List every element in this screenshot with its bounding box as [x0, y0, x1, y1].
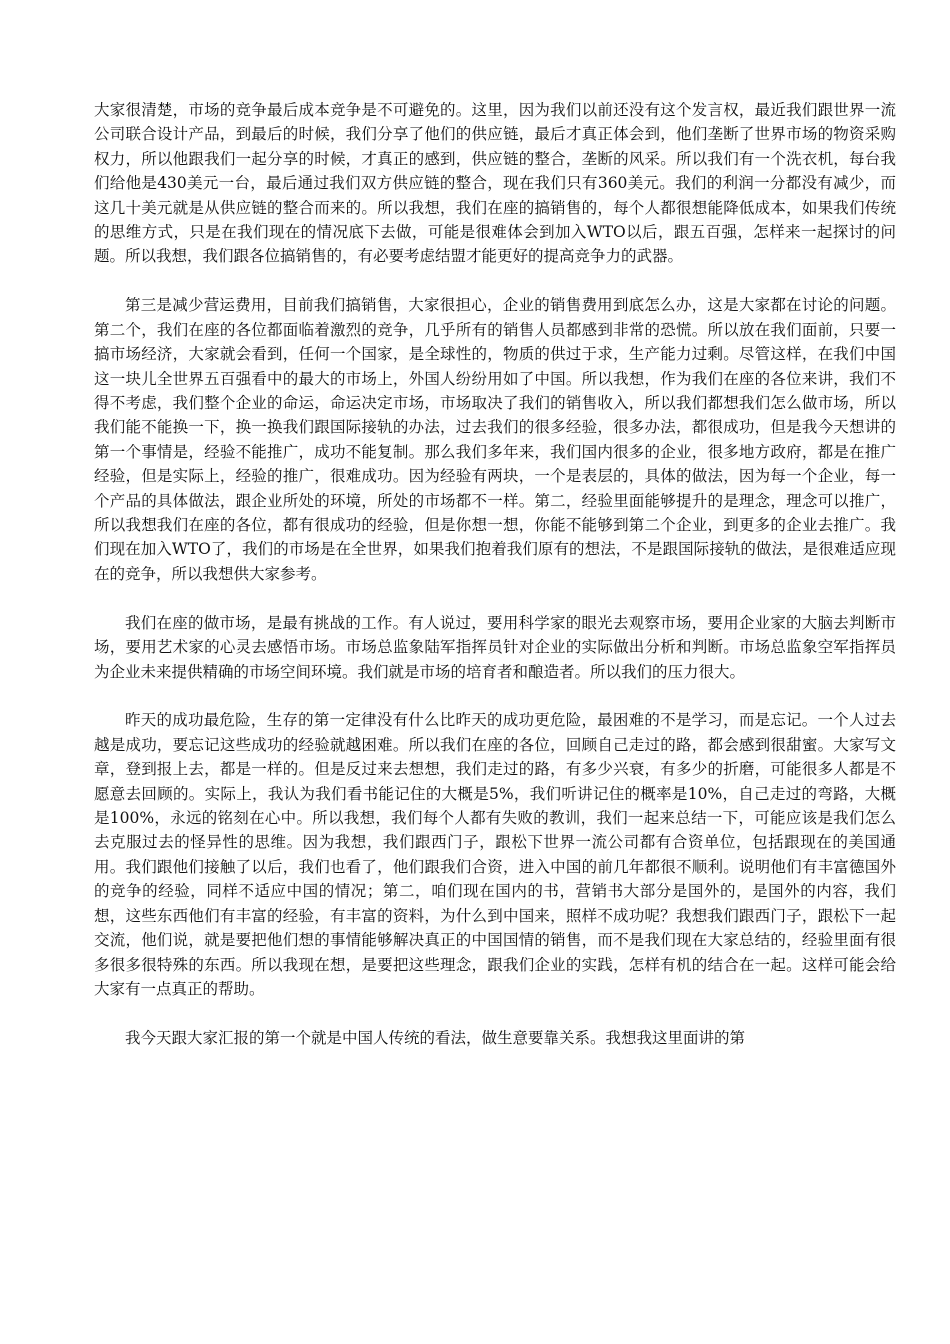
paragraph-market-challenge: 我们在座的做市场，是最有挑战的工作。有人说过，要用科学家的眼光去观察市场，要用企业家的大脑去判断市场，要用艺术家的心灵去感悟市场。市场总监象陆军指挥员针对企业的实际做出分析和判断。市场总监象空军指挥员为企业未来提供精确的市场空间环境。我们就是市场的培育者和酿造者。所以我们的压力很大。 [94, 613, 896, 681]
document-page [94, 98, 896, 1075]
paragraph-relationships: 我今天跟大家汇报的第一个就是中国人传统的看法，做生意要靠关系。我想我这里面讲的第 [125, 1028, 746, 1047]
paragraph-supply-chain: 大家很清楚，市场的竞争最后成本竞争是不可避免的。这里，因为我们以前还没有这个发言权，最近我们跟世界一流公司联合设计产品，到最后的时候，我们分享了他们的供应链，最后才真正体会到，他们垄断了世界市场的物资采购权力，所以他跟我们一起分享的时候，才真正的感到，供应链的整合，垄断的风采。所以我们有一个洗衣机，每台我们给他是430美元一台，最后通过我们双方供应链的整合，现在我们只有360美元。我们的利润一分都没有减少，而这几十美元就是从供应链的整合而来的。所以我想，我们在座的搞销售的，每个人都很想能降低成本，如果我们传统的思维方式，只是在我们现在的情况底下去做，可能是很难体会到加入WTO以后，跟五百强，怎样来一起探讨的问题。所以我想，我们跟各位搞销售的，有必要考虑结盟才能更好的提高竞争力的武器。 [94, 101, 896, 266]
paragraph-operating-costs: 第三是减少营运费用，目前我们搞销售，大家很担心，企业的销售费用到底怎么办，这是大家都在讨论的问题。第二个，我们在座的各位都面临着激烈的竞争，几乎所有的销售人员都感到非常的恐慌。所以放在我们面前，只要一搞市场经济，大家就会看到，任何一个国家，是全球性的，物质的供过于求，生产能力过剩。尽管这样，在我们中国这一块儿全世界五百强看中的最大的市场上，外国人纷纷用如了中国。所以我想，作为我们在座的各位来讲，我们不得不考虑，我们整个企业的命运，命运决定市场，市场取决了我们的销售收入，所以我们都想我们怎么做市场，所以我们能不能换一下，换一换我们跟国际接轨的办法，过去我们的很多经验，很多办法，都很成功，但是我今天想讲的第一个事情是，经验不能推广，成功不能复制。那么我们多年来，我们国内很多的企业，很多地方政府，都是在推广经验，但是实际上，经验的推广，很难成功。因为经验有两块，一个是表层的，具体的做法，因为每一个企业，每一个产品的具体做法，跟企业所处的环境，所处的市场都不一样。第二，经验里面能够提升的是理念，理念可以推广，所以我想我们在座的各位，都有很成功的经验，但是你想一想，你能不能够到第二个企业，到更多的企业去推广。我们现在加入WTO了，我们的市场是在全世界，如果我们抱着我们原有的想法，不是跟国际接轨的做法，是很难适应现在的竞争，所以我想供大家参考。 [94, 296, 896, 583]
paragraph-past-success: 昨天的成功最危险，生存的第一定律没有什么比昨天的成功更危险，最困难的不是学习，而是忘记。一个人过去越是成功，要忘记这些成功的经验就越困难。所以我们在座的各位，回顾自己走过的路，都会感到很甜蜜。大家写文章，登到报上去，都是一样的。但是反过来去想想，我们走过的路，有多少兴衰，有多少的折磨，可能很多人都是不愿意去回顾的。实际上，我认为我们看书能记住的大概是5%，我们听讲记住的概率是10%，自己走过的弯路，大概是100%，永远的铭刻在心中。所以我想，我们每个人都有失败的教训，我们一起来总结一下，可能应该是我们怎么去克服过去的怪异性的思维。因为我想，我们跟西门子，跟松下世界一流公司都有合资单位，包括跟现在的美国通用。我们跟他们接触了以后，我们也看了，他们跟我们合资，进入中国的前几年都很不顺利。说明他们有丰富德国外的竞争的经验，同样不适应中国的情况；第二，咱们现在国内的书，营销书大部分是国外的，是国外的内容，我们想，这些东西他们有丰富的经验，有丰富的资料，为什么到中国来，照样不成功呢？我想我们跟西门子，跟松下一起交流，他们说，就是要把他们想的事情能够解决真正的中国国情的销售，而不是我们现在大家总结的，经验里面有很多很多很特殊的东西。所以我现在想，是要把这些理念，跟我们企业的实践，怎样有机的结合在一起。这样可能会给大家有一点真正的帮助。 [94, 711, 896, 998]
